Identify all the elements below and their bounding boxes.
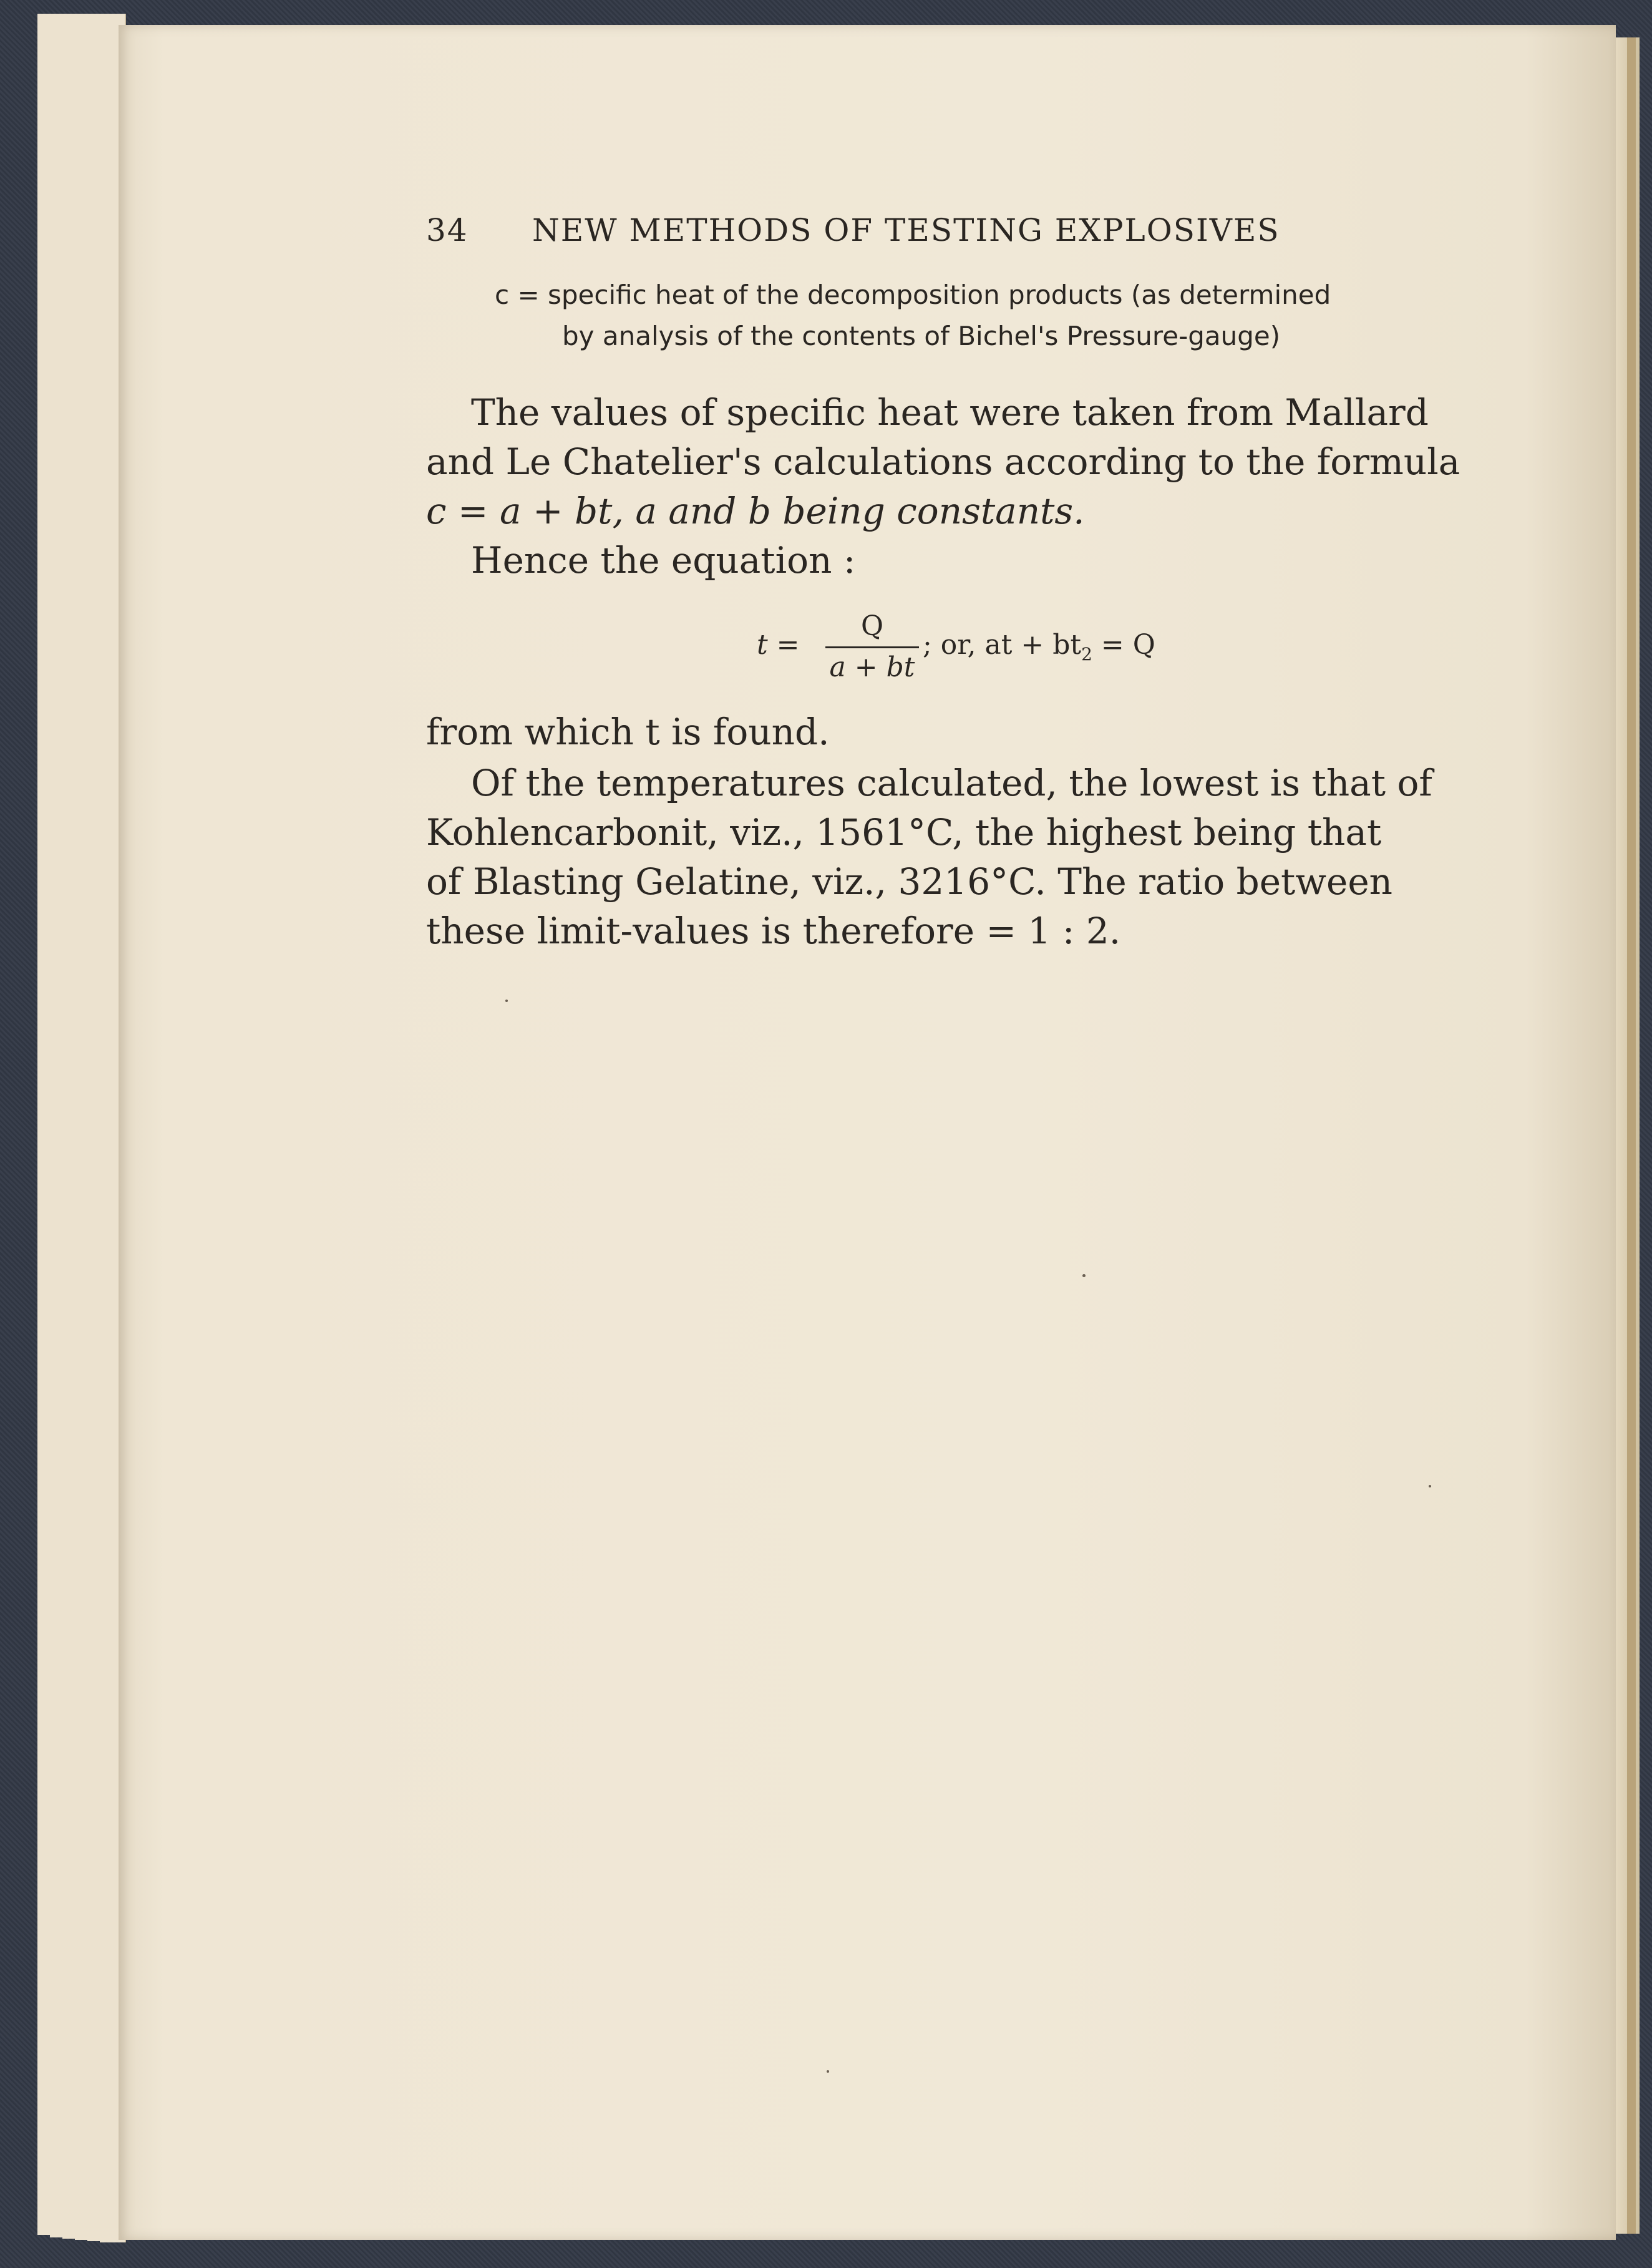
equation-lhs: t = [757,629,800,661]
definition-line-2: by analysis of the contents of Bichel's Pressure-gauge) [562,321,1281,351]
paper-speck [1082,1274,1086,1277]
right-page-strip [1627,37,1636,2234]
running-title: NEW METHODS OF TESTING EXPLOSIVES [532,212,1280,248]
equation-rest [923,629,1155,664]
paragraph1-line-1: The values of specific heat were taken from Mallard [471,391,1429,434]
paragraph-from-which [426,708,1449,757]
book-page [119,25,1616,2240]
definition-line-1: c = specific heat of the decomposition products (as determined [495,280,1331,310]
paper-speck [1429,1485,1431,1487]
equation-fraction [825,610,919,698]
paragraph4-line-4: these limit-values is therefore = 1 : 2. [426,910,1121,952]
definition-block [495,275,1381,357]
fraction-numerator: Q [860,610,884,642]
paragraph1-line-3: c = a + bt, a and b being constants. [426,490,1085,532]
paragraph4-line-1: Of the temperatures calculated, the lowest is that of [471,762,1432,804]
equation-rest-text: ; or, at + bt [923,629,1082,661]
temperature-equation [757,610,1231,704]
page-number: 34 [426,212,469,248]
paragraph4-line-2: Kohlencarbonit, viz., 1561°C, the highest being that [426,811,1382,854]
paragraph2-line-1: Hence the equation : [471,539,856,582]
running-head [426,206,1349,256]
fraction-denominator: a + bt [829,651,915,683]
equation-subscript: 2 [1081,643,1092,664]
paragraph4-line-3: of Blasting Gelatine, viz., 3216°C. The ratio between [426,860,1393,903]
paragraph-hence [426,536,1449,585]
paragraph-temperatures [426,759,1449,956]
paper-speck [505,1000,508,1002]
equation-rhs: = Q [1092,629,1155,661]
paragraph3-line-1: from which t is found. [426,711,830,753]
fraction-bar [825,646,919,648]
paper-speck [827,2070,829,2073]
paragraph1-line-2: and Le Chatelier's calculations according to the formula [426,440,1460,483]
paragraph-specific-heat [426,388,1460,536]
